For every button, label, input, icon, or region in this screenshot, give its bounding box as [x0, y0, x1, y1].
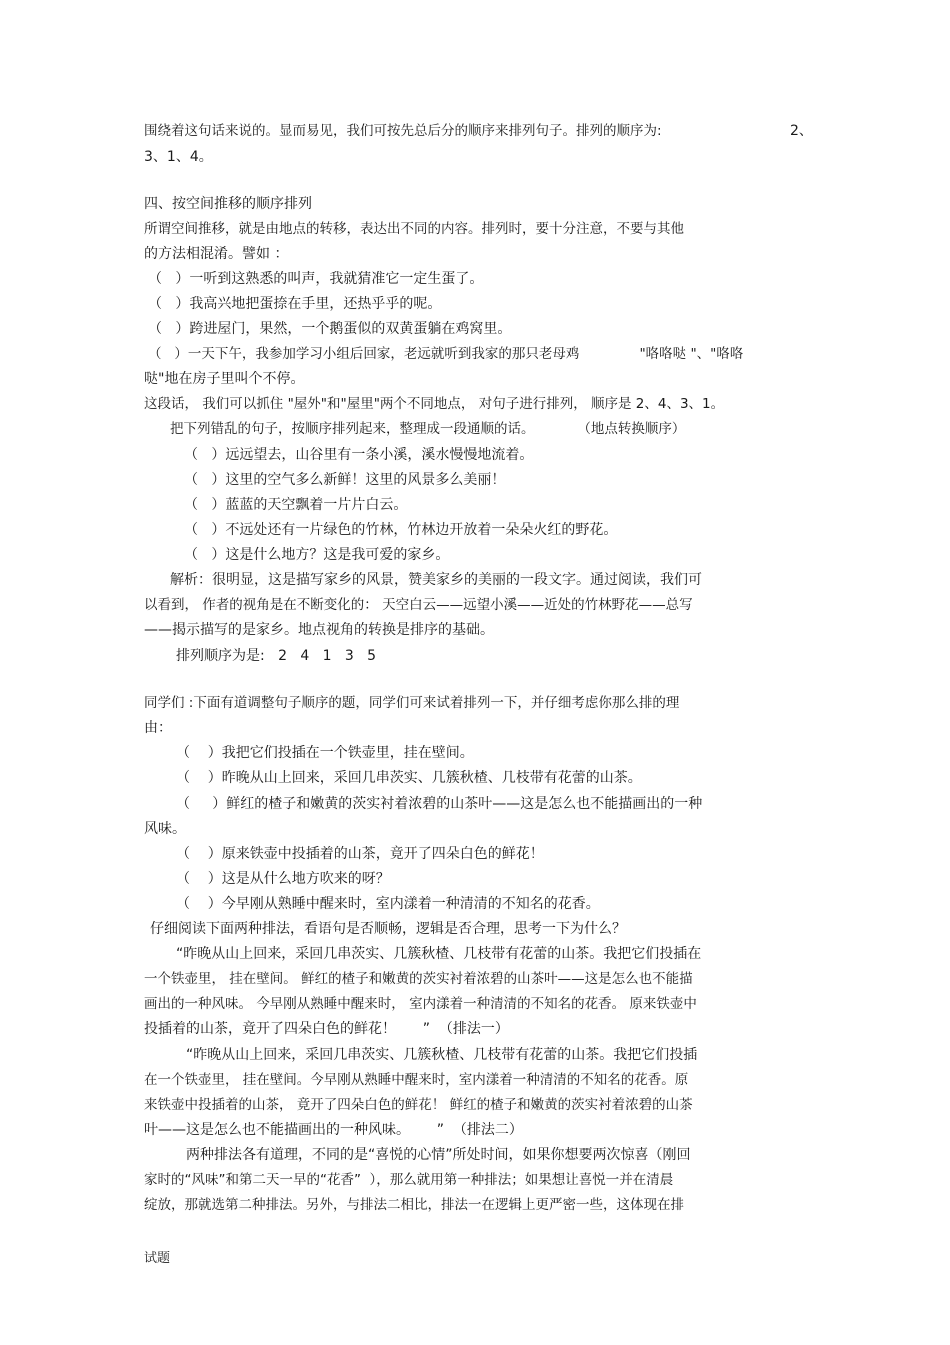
text-line: 投插着的山茶，竟开了四朵白色的鲜花！ ” （排法一）: [144, 1021, 509, 1037]
text-line: 把下列错乱的句子，按顺序排列起来，整理成一段通顺的话。 （地点转换顺序）: [170, 421, 686, 437]
text-line: 两种排法各有道理，不同的是“喜悦的心情”所处时间，如果你想要两次惊喜（刚回: [186, 1147, 691, 1163]
text-line: （ ）我把它们投插在一个铁壶里，挂在壁间。: [176, 745, 474, 761]
text-line: 这段话， 我们可以抓住 "屋外"和"屋里"两个不同地点， 对句子进行排列， 顺序是 2、4、3、1。: [144, 396, 725, 412]
text-line: 哒"地在房子里叫个不停。: [144, 371, 305, 387]
text-line: （ ）我高兴地把蛋捺在手里，还热乎乎的呢。: [148, 296, 442, 312]
text-line: （ ）这里的空气多么新鲜！这里的风景多么美丽！: [184, 472, 506, 488]
text-line: “昨晚从山上回来，采回几串茨实、几簇秋楂、几枝带有花蕾的山茶。我把它们投插在: [176, 946, 702, 962]
text-line: （ ）跨进屋门，果然，一个鹅蛋似的双黄蛋躺在鸡窝里。: [148, 321, 512, 337]
text-line: 仔细阅读下面两种排法，看语句是否顺畅，逻辑是否合理，思考一下为什么？: [150, 921, 626, 937]
text-line: （ ）蓝蓝的天空飘着一片片白云。: [184, 497, 408, 513]
text-line: （ ）不远处还有一片绿色的竹林，竹林边开放着一朵朵火红的野花。: [184, 522, 618, 538]
text-line: （ ）今早刚从熟睡中醒来时，室内漾着一种清清的不知名的花香。: [176, 896, 600, 912]
text-line: 所谓空间推移，就是由地点的转移，表达出不同的内容。排列时，要十分注意，不要与其他: [144, 221, 684, 237]
text-line: （ ）原来铁壶中投插着的山茶，竟开了四朵白色的鲜花！: [176, 846, 544, 862]
page-footer: 试题: [144, 1251, 171, 1266]
text-line: （ ）这是从什么地方吹来的呀？: [176, 871, 390, 887]
text-line: 同学们 :下面有道调整句子顺序的题，同学们可来试着排列一下，并仔细考虑你那么排的理: [144, 695, 680, 711]
text-line: 由：: [144, 720, 172, 736]
text-line: （ ）鲜红的楂子和嫩黄的茨实衬着浓碧的山茶叶——这是怎么也不能描画出的一种: [176, 796, 703, 812]
text-line: “昨晚从山上回来，采回几串茨实、几簇秋楂、几枝带有花蕾的山茶。我把它们投插: [186, 1047, 698, 1063]
text-line: ——揭示描写的是家乡。地点视角的转换是排序的基础。: [144, 622, 494, 638]
text-line: （ ）昨晚从山上回来，采回几串茨实、几簇秋楂、几枝带有花蕾的山茶。: [176, 770, 642, 786]
text-line: 在一个铁壶里， 挂在壁间。今早刚从熟睡中醒来时，室内漾着一种清清的不知名的花香。原: [144, 1072, 689, 1088]
text-line: 来铁壶中投插着的山茶， 竟开了四朵白色的鲜花！ 鲜红的楂子和嫩黄的茨实衬着浓碧的山茶: [144, 1097, 693, 1113]
text-line: 的方法相混淆。譬如 ：: [144, 246, 289, 262]
text-line: （ ）一听到这熟悉的叫声，我就猜准它一定生蛋了。: [148, 271, 484, 287]
text-line: 以看到， 作者的视角是在不断变化的： 天空白云——远望小溪——近处的竹林野花——总写: [144, 597, 693, 613]
text-line: 绽放，那就选第二种排法。另外，与排法二相比，排法一在逻辑上更严密一些，这体现在排: [144, 1197, 684, 1213]
text-line: 家时的“风味”和第二天一早的“花香” ），那么就用第一种排法；如果想让喜悦一并在清晨: [144, 1172, 674, 1188]
text-line: （ ）这是什么地方？这是我可爱的家乡。: [184, 547, 450, 563]
text-line: 风味。: [144, 821, 186, 837]
text-line: 3、1、4。: [144, 149, 213, 165]
text-line: 画出的一种风味。 今早刚从熟睡中醒来时， 室内漾着一种清清的不知名的花香。 原来铁壶中: [144, 996, 697, 1012]
text-line: （ ）一天下午，我参加学习小组后回家，老远就听到我家的那只老母鸡 "咯咯哒 "、"咯咯: [148, 346, 744, 362]
text-line: 一个铁壶里， 挂在壁间。 鲜红的楂子和嫩黄的茨实衬着浓碧的山茶叶——这是怎么也不能描: [144, 971, 693, 987]
text-line: 围绕着这句话来说的。显而易见，我们可按先总后分的顺序来排列句子。排列的顺序为:: [144, 123, 662, 139]
text-line: 叶——这是怎么也不能描画出的一种风味。 ” （排法二）: [144, 1122, 523, 1138]
section-heading: 四、按空间推移的顺序排列: [144, 196, 312, 212]
text-line-tail: 2、: [790, 123, 813, 139]
text-line: （ ）远远望去，山谷里有一条小溪，溪水慢慢地流着。: [184, 447, 534, 463]
text-line: 解析：很明显，这是描写家乡的风景，赞美家乡的美丽的一段文字。通过阅读，我们可: [170, 572, 702, 588]
text-line: 排列顺序为是: 2 4 1 3 5: [176, 648, 377, 664]
